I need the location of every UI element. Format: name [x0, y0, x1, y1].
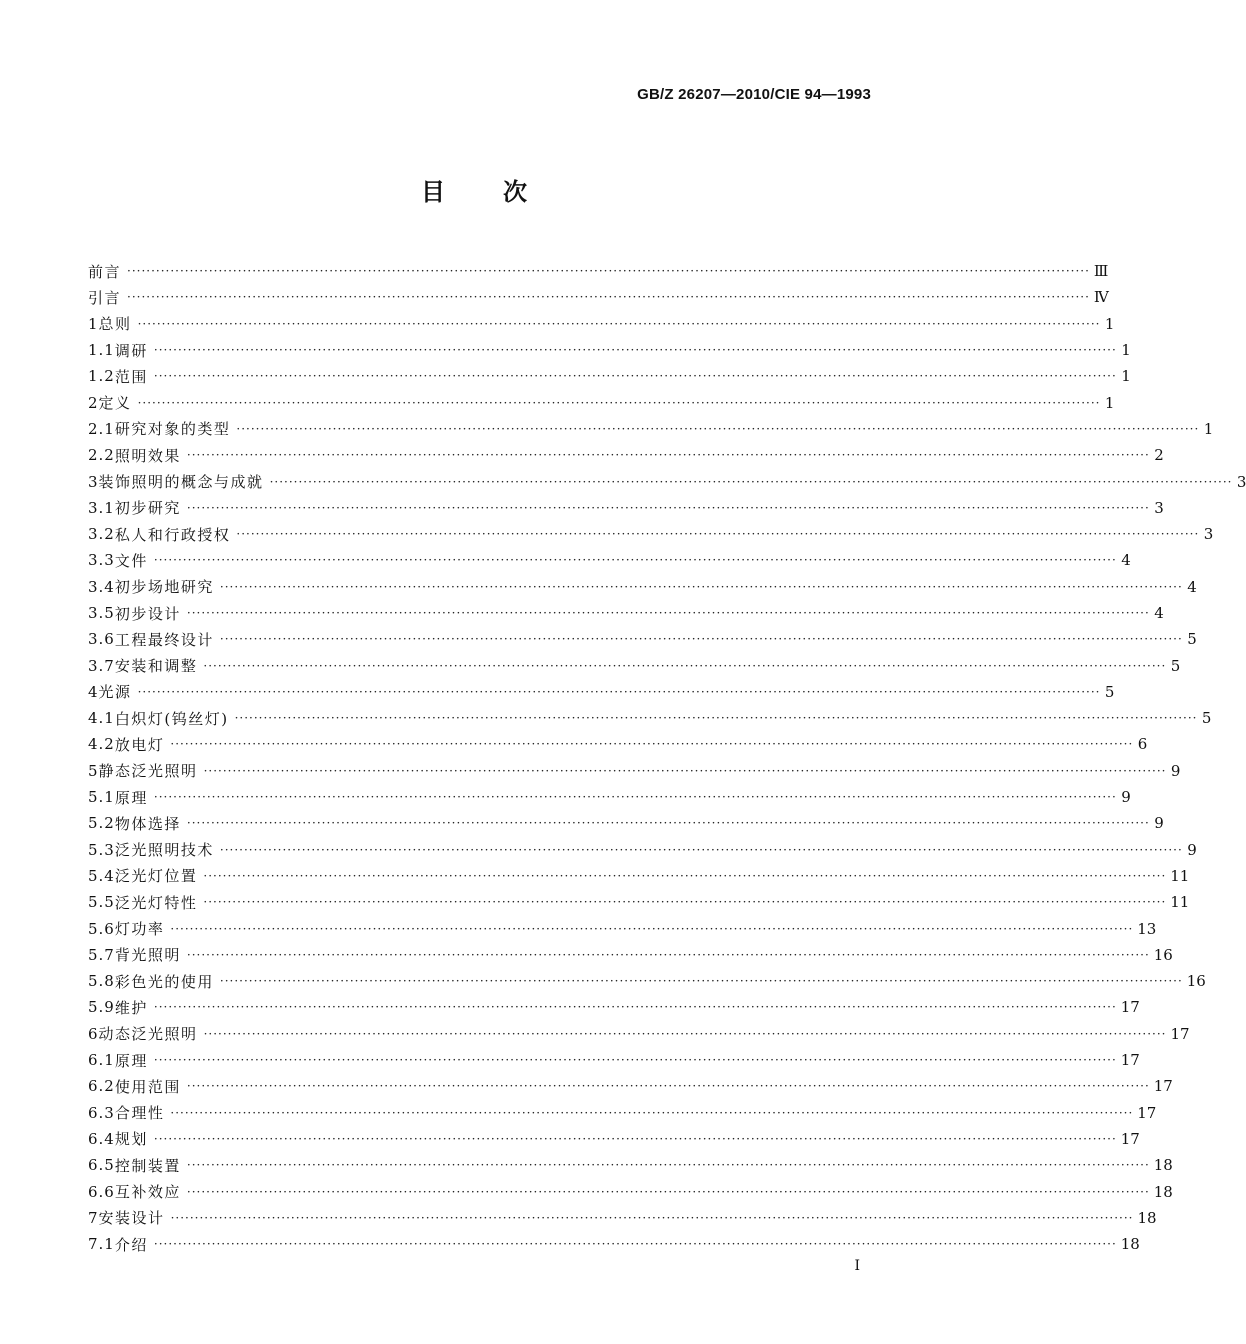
toc-entry[interactable] — [88, 1152, 1173, 1178]
toc-entry[interactable] — [88, 837, 1197, 863]
toc-entry-page: 18 — [1120, 1235, 1140, 1254]
toc-entry-number: 4.1 — [88, 709, 115, 728]
toc-entry-label: 初步研究 — [114, 499, 181, 518]
table-of-contents — [88, 258, 1246, 1257]
toc-entry-label: 控制装置 — [114, 1156, 181, 1175]
toc-leader-dots: ········································································································································································································ — [127, 264, 1090, 279]
toc-entry[interactable] — [88, 1047, 1140, 1073]
toc-entry-page: 18 — [1153, 1182, 1173, 1201]
toc-entry-page: 17 — [1120, 1129, 1140, 1148]
toc-entry-number: 5.7 — [88, 945, 115, 964]
toc-entry-page: 11 — [1170, 866, 1190, 885]
toc-entry-page: 18 — [1137, 1208, 1157, 1227]
toc-entry-number: 5.3 — [88, 840, 115, 859]
toc-entry-page: 6 — [1137, 735, 1148, 754]
toc-entry-number: 3.4 — [88, 577, 115, 596]
toc-leader-dots: ········································································································································································································ — [203, 1026, 1167, 1041]
toc-leader-dots: ········································································································································································································ — [153, 1000, 1117, 1015]
toc-entry[interactable] — [88, 784, 1131, 810]
toc-leader-dots: ········································································································································································································ — [219, 974, 1183, 989]
toc-entry-page: 2 — [1154, 446, 1164, 465]
toc-entry-number: 6.1 — [88, 1051, 115, 1070]
toc-entry[interactable] — [88, 626, 1197, 652]
toc-entry-number: 3.5 — [88, 604, 115, 622]
toc-entry-label: 泛光照明技术 — [114, 841, 214, 860]
toc-entry-number: 3.7 — [88, 656, 115, 675]
toc-entry-label: 互补效应 — [114, 1183, 181, 1202]
toc-entry-label: 私人和行政授权 — [114, 525, 231, 544]
toc-leader-dots: ········································································································································································································ — [186, 606, 1150, 620]
toc-leader-dots: ········································································································································································································ — [219, 842, 1183, 857]
toc-entry-page: 4 — [1121, 551, 1131, 570]
toc-entry-label: 装饰照明的概念与成就 — [98, 473, 264, 492]
toc-leader-dots: ········································································································································································································ — [127, 290, 1090, 305]
toc-entry-label: 泛光灯位置 — [114, 867, 198, 886]
toc-entry[interactable] — [88, 889, 1190, 915]
toc-entry-number: 1 — [88, 314, 99, 333]
toc-entry-label: 原理 — [114, 788, 148, 807]
toc-entry-page: 17 — [1120, 1051, 1140, 1070]
toc-leader-dots: ········································································································································································································ — [219, 579, 1183, 594]
toc-entry-label: 范围 — [114, 367, 148, 386]
toc-entry[interactable] — [88, 442, 1164, 468]
toc-leader-dots: ········································································································································································································ — [153, 1053, 1117, 1068]
toc-entry[interactable] — [88, 284, 1109, 310]
toc-entry-number: 6.6 — [88, 1182, 115, 1201]
toc-entry[interactable] — [88, 468, 1246, 494]
toc-entry[interactable] — [88, 337, 1131, 363]
toc-entry-page: 1 — [1203, 419, 1214, 438]
toc-entry-number: 5.9 — [88, 998, 115, 1017]
toc-entry-number: 6.5 — [88, 1156, 115, 1175]
toc-leader-dots: ········································································································································································································ — [137, 684, 1101, 699]
toc-leader-dots: ········································································································································································································ — [153, 1131, 1117, 1146]
toc-leader-dots: ········································································································································································································ — [186, 1184, 1150, 1199]
toc-leader-dots: ········································································································································································································ — [153, 790, 1117, 805]
toc-entry-label: 工程最终设计 — [114, 630, 214, 649]
toc-leader-dots: ········································································································································································································ — [170, 921, 1134, 936]
toc-entry-page: 18 — [1153, 1156, 1173, 1175]
toc-leader-dots: ········································································································································································································ — [203, 763, 1167, 778]
toc-entry-page: 1 — [1104, 393, 1115, 412]
toc-entry-page: Ⅳ — [1093, 288, 1109, 307]
toc-leader-dots: ········································································································································································································ — [170, 1210, 1134, 1225]
toc-entry-page: Ⅲ — [1093, 262, 1109, 281]
toc-leader-dots: ········································································································································································································ — [219, 632, 1183, 647]
page-folio: I — [854, 1258, 860, 1274]
toc-entry-label: 总则 — [98, 315, 132, 334]
toc-entry-number: 5.4 — [88, 866, 115, 885]
toc-leader-dots: ········································································································································································································ — [153, 343, 1117, 358]
toc-entry-number: 3.3 — [88, 551, 115, 570]
toc-entry-number: 2.2 — [88, 446, 115, 465]
toc-entry-page: 9 — [1187, 840, 1197, 859]
page-title — [0, 172, 950, 207]
toc-entry-page: 3 — [1154, 498, 1164, 517]
toc-entry-number: 3.1 — [88, 498, 115, 517]
toc-entry-page: 1 — [1121, 341, 1131, 360]
toc-entry-number: 7.1 — [88, 1235, 115, 1254]
toc-entry-number: 5.8 — [88, 972, 115, 991]
toc-entry-number: 6.4 — [88, 1129, 115, 1148]
toc-entry-number: 7 — [88, 1208, 99, 1227]
toc-entry-number: 2.1 — [88, 419, 115, 438]
toc-entry[interactable] — [88, 705, 1212, 731]
toc-entry-label: 放电灯 — [114, 735, 165, 754]
toc-entry[interactable] — [88, 1126, 1140, 1152]
toc-entry[interactable] — [88, 521, 1214, 547]
toc-entry[interactable] — [88, 258, 1109, 284]
toc-entry-number: 1.2 — [88, 367, 115, 386]
toc-entry-label: 维护 — [114, 998, 148, 1017]
toc-entry[interactable] — [88, 994, 1140, 1020]
toc-entry-number: 3.6 — [88, 630, 115, 649]
toc-entry-label: 前言 — [88, 262, 122, 281]
toc-entry-label: 使用范围 — [114, 1077, 181, 1096]
toc-entry-number: 2 — [88, 393, 99, 412]
toc-entry-label: 初步场地研究 — [114, 578, 214, 597]
toc-entry-label: 静态泛光照明 — [98, 762, 198, 781]
toc-entry[interactable] — [88, 495, 1164, 521]
toc-entry-page: 3 — [1203, 525, 1214, 544]
toc-leader-dots: ········································································································································································································ — [186, 1158, 1150, 1173]
toc-entry-page: 17 — [1153, 1077, 1173, 1096]
toc-entry-label: 背光照明 — [114, 946, 181, 965]
toc-entry[interactable] — [88, 968, 1206, 994]
toc-entry[interactable] — [88, 547, 1131, 573]
toc-entry-number: 5.6 — [88, 919, 115, 938]
toc-entry-page: 17 — [1120, 998, 1140, 1017]
toc-entry-label: 物体选择 — [114, 814, 181, 833]
toc-entry-page: 16 — [1153, 945, 1173, 964]
toc-entry[interactable] — [88, 1231, 1140, 1257]
toc-entry-page: 17 — [1137, 1103, 1157, 1122]
toc-leader-dots: ········································································································································································································ — [186, 816, 1150, 831]
toc-leader-dots: ········································································································································································································ — [153, 369, 1117, 384]
toc-leader-dots: ········································································································································································································ — [236, 421, 1200, 436]
toc-entry-number: 1.1 — [88, 341, 115, 360]
toc-entry-label: 引言 — [88, 288, 122, 307]
toc-entry[interactable] — [88, 915, 1157, 941]
toc-entry-label: 介绍 — [114, 1235, 148, 1254]
toc-entry[interactable] — [88, 1073, 1173, 1099]
toc-entry-page: 1 — [1121, 367, 1131, 386]
toc-entry-page: 9 — [1170, 761, 1181, 780]
toc-entry-number: 6.3 — [88, 1103, 115, 1122]
toc-entry-label: 合理性 — [114, 1104, 165, 1123]
toc-entry-label: 文件 — [114, 551, 148, 570]
toc-entry[interactable] — [88, 1021, 1190, 1047]
toc-entry[interactable] — [88, 652, 1181, 678]
toc-entry-number: 4.2 — [88, 735, 115, 754]
toc-entry-label: 研究对象的类型 — [114, 420, 231, 439]
toc-entry-page: 4 — [1187, 577, 1197, 596]
toc-entry-label: 原理 — [114, 1051, 148, 1070]
toc-entry-number: 3 — [88, 472, 99, 491]
toc-leader-dots: ········································································································································································································ — [186, 947, 1150, 962]
toc-entry-page: 5 — [1104, 682, 1115, 701]
toc-entry[interactable] — [88, 731, 1148, 757]
toc-entry-page: 5 — [1201, 709, 1212, 728]
toc-leader-dots: ········································································································································································································ — [203, 895, 1167, 910]
toc-entry-label: 照明效果 — [114, 446, 181, 465]
toc-leader-dots: ········································································································································································································ — [137, 316, 1101, 331]
toc-entry-page: 1 — [1104, 314, 1115, 333]
title-char-left: 目 — [421, 177, 447, 206]
toc-leader-dots: ········································································································································································································ — [186, 448, 1150, 463]
toc-entry-label: 光源 — [98, 683, 132, 702]
toc-entry-label: 调研 — [114, 341, 148, 360]
toc-entry-label: 动态泛光照明 — [98, 1025, 198, 1044]
toc-entry-page: 9 — [1121, 788, 1131, 807]
toc-entry-page: 5 — [1187, 630, 1197, 649]
toc-entry-label: 规划 — [114, 1130, 148, 1149]
toc-entry[interactable] — [88, 1178, 1173, 1204]
toc-entry[interactable] — [88, 1205, 1157, 1231]
toc-entry[interactable] — [88, 389, 1115, 415]
toc-entry[interactable] — [88, 416, 1214, 442]
toc-leader-dots: ········································································································································································································ — [186, 1079, 1150, 1094]
toc-entry-number: 6.2 — [88, 1077, 115, 1096]
toc-entry-label: 定义 — [98, 394, 132, 413]
standard-code-header: GB/Z 26207—2010/CIE 94—1993 — [637, 86, 871, 103]
toc-entry-number: 3.2 — [88, 525, 115, 544]
toc-entry-number: 5.5 — [88, 893, 115, 912]
toc-entry-page: 5 — [1170, 656, 1181, 675]
toc-entry-label: 安装设计 — [98, 1209, 165, 1228]
toc-leader-dots: ········································································································································································································ — [170, 737, 1134, 752]
toc-leader-dots: ········································································································································································································ — [203, 868, 1167, 883]
toc-entry[interactable] — [88, 942, 1173, 968]
toc-entry-page: 17 — [1170, 1024, 1190, 1043]
toc-entry[interactable] — [88, 758, 1181, 784]
toc-entry[interactable] — [88, 863, 1190, 889]
toc-entry[interactable] — [88, 600, 1164, 626]
toc-entry[interactable] — [88, 363, 1131, 389]
toc-leader-dots: ········································································································································································································ — [236, 527, 1200, 542]
toc-entry-label: 初步设计 — [114, 604, 181, 623]
toc-leader-dots: ········································································································································································································ — [269, 474, 1233, 489]
toc-entry[interactable] — [88, 574, 1197, 600]
toc-leader-dots: ········································································································································································································ — [234, 711, 1198, 726]
toc-leader-dots: ········································································································································································································ — [170, 1105, 1134, 1120]
toc-entry-page: 13 — [1137, 919, 1157, 938]
toc-entry-page: 11 — [1170, 893, 1190, 912]
toc-entry[interactable] — [88, 1100, 1157, 1126]
toc-entry-label: 白炽灯(钨丝灯) — [114, 709, 229, 728]
toc-leader-dots: ········································································································································································································ — [203, 658, 1167, 673]
toc-entry-number: 5.2 — [88, 814, 115, 833]
toc-leader-dots: ········································································································································································································ — [153, 553, 1117, 568]
toc-entry-page: 16 — [1186, 972, 1206, 991]
toc-entry-page: 4 — [1154, 604, 1164, 622]
toc-entry-page: 3 — [1236, 472, 1246, 491]
toc-entry-page: 9 — [1154, 814, 1164, 833]
toc-entry[interactable] — [88, 810, 1164, 836]
toc-leader-dots: ········································································································································································································ — [153, 1237, 1117, 1252]
title-char-right: 次 — [503, 177, 529, 206]
toc-entry[interactable] — [88, 311, 1115, 337]
toc-entry-number: 6 — [88, 1024, 99, 1043]
toc-entry-label: 灯功率 — [114, 920, 165, 939]
toc-entry[interactable] — [88, 679, 1115, 705]
toc-entry-number: 5.1 — [88, 788, 115, 807]
toc-entry-label: 彩色光的使用 — [114, 972, 214, 991]
toc-leader-dots: ········································································································································································································ — [186, 500, 1150, 515]
toc-leader-dots: ········································································································································································································ — [137, 395, 1101, 410]
toc-entry-number: 5 — [88, 761, 99, 780]
toc-entry-label: 泛光灯特性 — [114, 893, 198, 912]
toc-entry-label: 安装和调整 — [114, 657, 198, 676]
toc-entry-number: 4 — [88, 682, 99, 701]
